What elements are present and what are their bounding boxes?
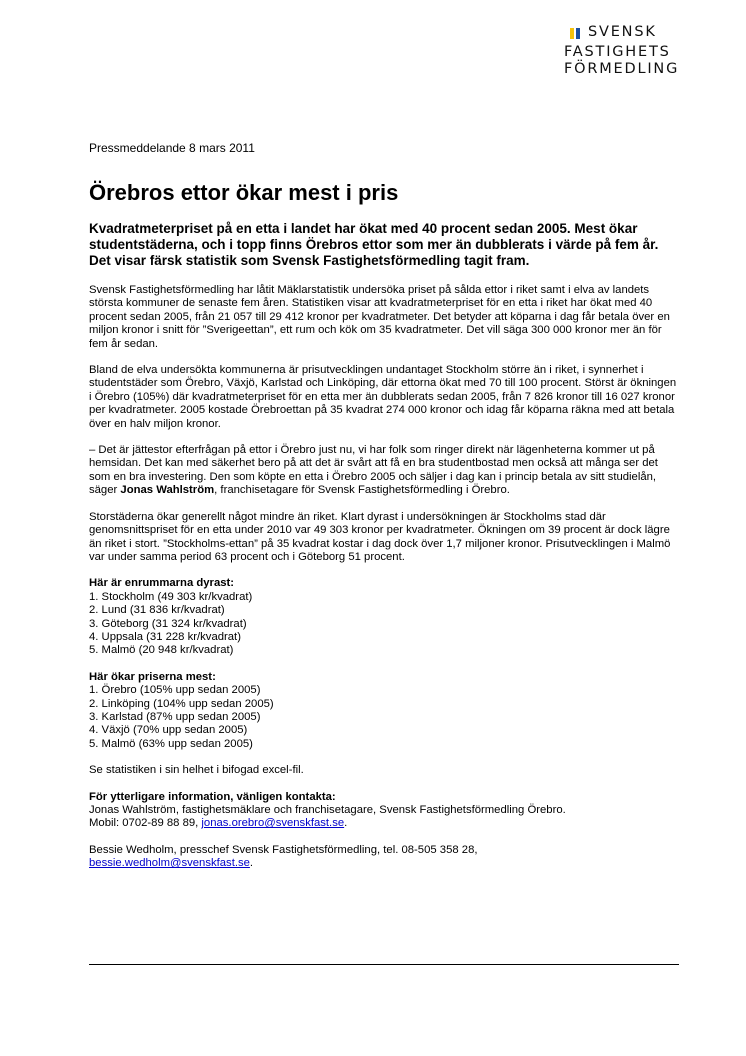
logo-line-1: SVENSK: [570, 24, 690, 44]
company-logo: [564, 24, 690, 78]
list-item: 5. Malmö (63% upp sedan 2005): [89, 737, 253, 750]
paragraph-2: Bland de elva undersökta kommunerna är prisutvecklingen undantaget Stockholm större än i riket, i synnerhet i studentstäder som Örebro, Växjö, Karlstad och Linköping, där ettorna ökat med 70 till 100 procent. Störst är ökningen i Örebro (105%) där kvadratmeterpriset för en etta mer än dubblerats sedan 2005, från 7 826 kronor till 16 027 kronor per kvadratmeter. 2005 kostade Örebroettan på 35 kvadrat 274 000 kronor och idag får köparna räkna med att betala över en halv miljon kronor.: [89, 364, 677, 430]
swedish-flag-icon: [570, 27, 582, 44]
email-link-bessie[interactable]: bessie.wedholm@svenskfast.se: [89, 857, 250, 870]
paragraph-1: Svensk Fastighetsförmedling har låtit Mäklarstatistik undersöka priset på sålda ettor i riket samt i elva av landets största kommuner de senaste fem åren. Statistiken visar att kvadratmeterpriset för en etta i riket har ökat med 40 procent sedan 2005, från 21 057 till 29 412 kronor per kvadratmeter. Det betyder att köparna i dag får betala över en miljon kronor i snitt för ”Sverigeettan”, ett rum och kök om 35 kvadratmeter. Det vill säga 300 000 kronor mer än för fem år sedan.: [89, 284, 670, 350]
list-item: 1. Örebro (105% upp sedan 2005): [89, 684, 261, 697]
paragraph-4: Storstäderna ökar generellt något mindre än riket. Klart dyrast i undersökningen är Stockholms stad där genomsnittspriset för en etta under 2010 var 49 303 kronor per kvadratmeter. Ökningen om 39 procent är dock lägre än riket i stort. ”Stockholms-ettan” på 35 kvadrat kostar i dag dock över 1,7 miljoner kronor. Prisutvecklingen i Malmö var under samma period 63 procent och i Göteborg 51 procent.: [89, 510, 671, 563]
list-item: 2. Linköping (104% upp sedan 2005): [89, 697, 274, 710]
contact-title: För ytterligare information, vänligen kontakta:: [89, 790, 336, 803]
headline: Örebros ettor ökar mest i pris: [89, 180, 399, 205]
quoted-person: Jonas Wahlström: [120, 484, 215, 497]
list-increase: [89, 684, 679, 751]
list-item: 4. Uppsala (31 228 kr/kvadrat): [89, 630, 241, 643]
logo-line-2: FASTIGHETS: [564, 44, 671, 60]
list-item: 3. Karlstad (87% upp sedan 2005): [89, 710, 261, 723]
list-item: 3. Göteborg (31 324 kr/kvadrat): [89, 617, 247, 630]
email-link-jonas[interactable]: jonas.orebro@svenskfast.se: [201, 817, 345, 830]
quote-attribution: , franchisetagare för Svensk Fastighetsförmedling i Örebro.: [214, 484, 510, 497]
contact-line-2: Mobil: 0702-89 88 89, jonas.orebro@svenskfast.se.: [89, 817, 348, 830]
list-item: 5. Malmö (20 948 kr/kvadrat): [89, 644, 234, 657]
paragraph-3: [89, 444, 679, 498]
list-expensive-title: Här är enrummarna dyrast:: [89, 577, 235, 590]
logo-line-3: FÖRMEDLING: [564, 61, 680, 77]
list-expensive: [89, 591, 679, 658]
footer-divider: [89, 964, 679, 965]
contact-line-3: Bessie Wedholm, presschef Svensk Fastighetsförmedling, tel. 08-505 358 28,: [89, 843, 478, 856]
list-item: 2. Lund (31 836 kr/kvadrat): [89, 604, 225, 617]
lead-paragraph: Kvadratmeterpriset på en etta i landet har ökat med 40 procent sedan 2005. Mest ökar studentstäderna, och i topp finns Örebros ettor som mer än dubblerats i värde på fem år. Det visar färsk statistik som Svensk Fastighetsförmedling tagit fram.: [89, 221, 659, 268]
dateline: Pressmeddelande 8 mars 2011: [89, 141, 255, 155]
press-release-body: [89, 141, 679, 871]
list-item: 4. Växjö (70% upp sedan 2005): [89, 724, 248, 737]
quote-text: – Det är jättestor efterfrågan på ettor i Örebro just nu, vi har folk som ringer direkt när lägenheterna kommer ut på hemsidan. Det kan med säkerhet bero på att det är svårt att få en bra studentbostad men också att många ser det som en bra investering. Den som köpte en etta i Örebro 2005 och säljer i dag kan i princip betala av sitt studielån, säger: [89, 444, 658, 497]
list-item: 1. Stockholm (49 303 kr/kvadrat): [89, 590, 253, 603]
list-increase-title: Här ökar priserna mest:: [89, 670, 216, 683]
excel-note: Se statistiken i sin helhet i bifogad excel-fil.: [89, 764, 304, 777]
contact-line-4: bessie.wedholm@svenskfast.se.: [89, 857, 254, 870]
contact-line-1: Jonas Wahlström, fastighetsmäklare och franchisetagare, Svensk Fastighetsförmedling Örebro.: [89, 804, 566, 816]
